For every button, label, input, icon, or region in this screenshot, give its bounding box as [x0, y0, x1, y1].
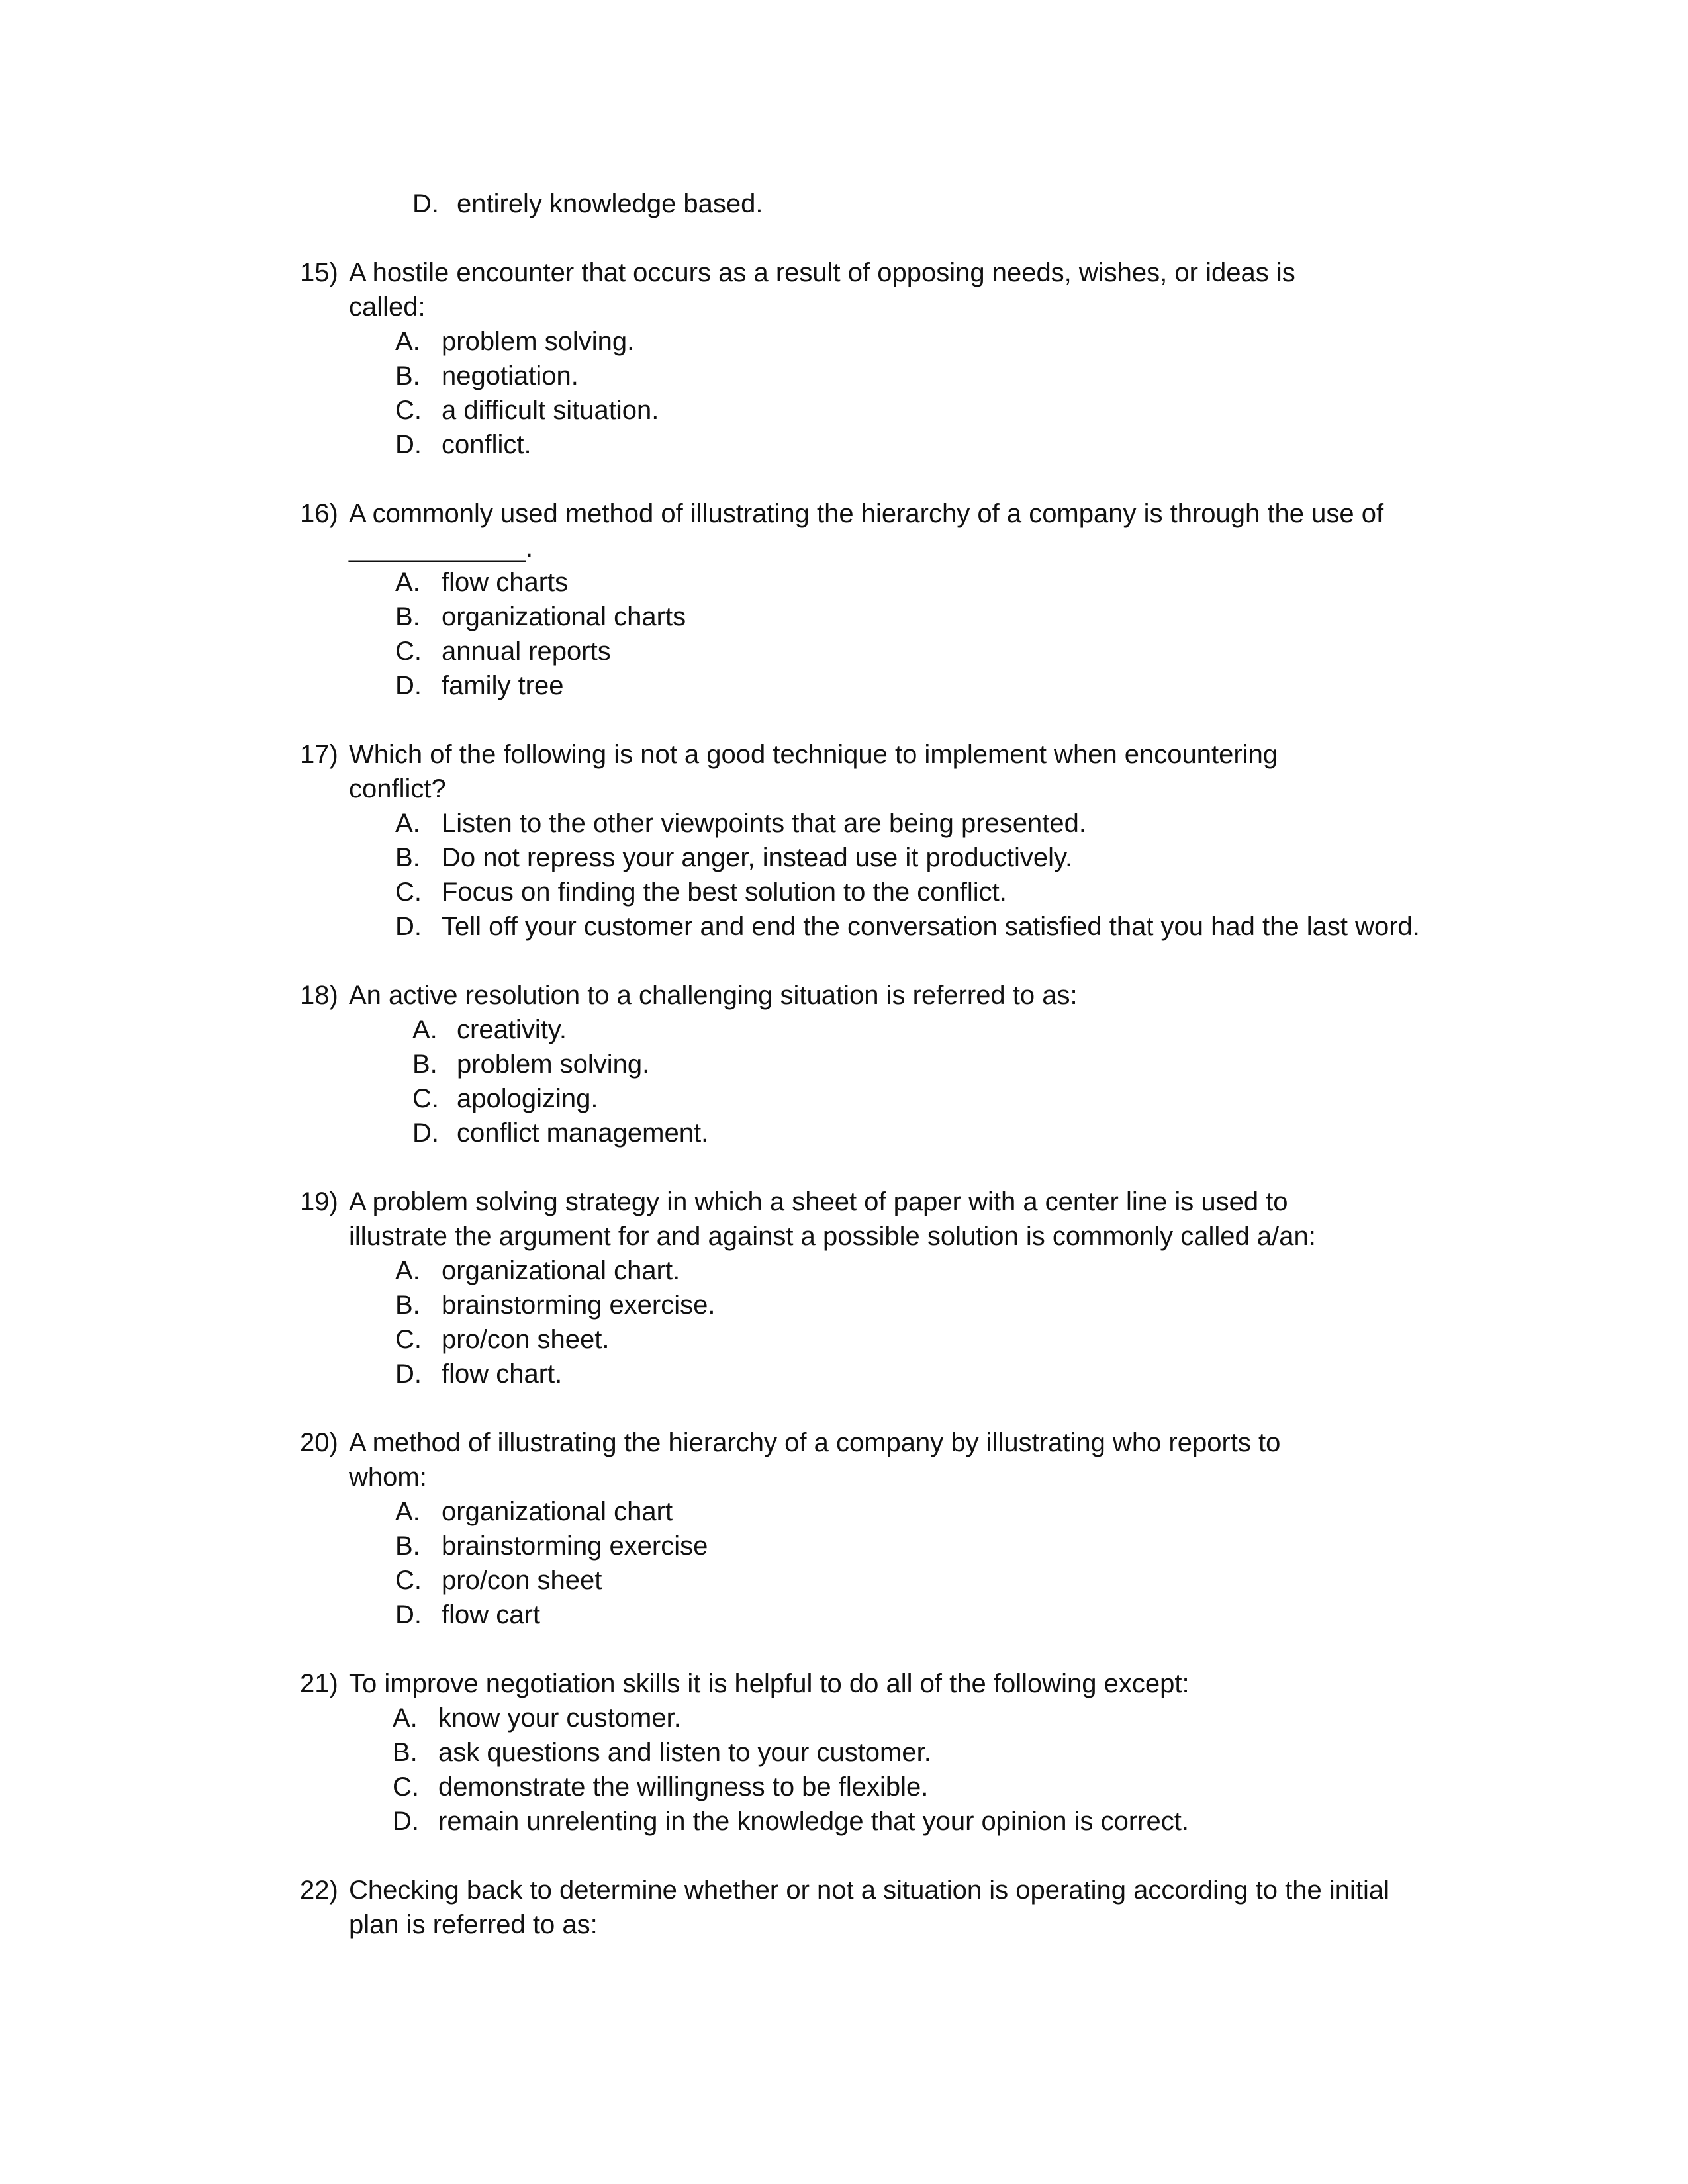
option-text: organizational charts — [442, 602, 686, 631]
option-letter: A. — [412, 1015, 438, 1044]
option-text: brainstorming exercise — [442, 1531, 708, 1561]
option-letter: D. — [395, 1600, 422, 1629]
option-letter: B. — [395, 1531, 420, 1561]
option-letter: B. — [395, 361, 420, 390]
option-letter: C. — [393, 1772, 419, 1801]
option-text: flow chart. — [442, 1359, 563, 1388]
option-letter: A. — [395, 1497, 420, 1526]
question-number: 16) — [300, 499, 338, 528]
option-text: problem solving. — [442, 327, 635, 356]
option-text: Tell off your customer and end the conversation satisfied that you had the last word. — [442, 912, 1420, 941]
option-letter: B. — [393, 1738, 418, 1767]
option-letter: D. — [395, 430, 422, 459]
option-text: brainstorming exercise. — [442, 1291, 716, 1320]
option-text: negotiation. — [442, 361, 579, 390]
question-text-line: A method of illustrating the hierarchy of a company by illustrating who reports to — [349, 1428, 1281, 1457]
question-text-line: A hostile encounter that occurs as a result of opposing needs, wishes, or ideas is — [349, 258, 1295, 287]
option-text: apologizing. — [457, 1084, 598, 1113]
question-text-line: called: — [349, 293, 426, 322]
question-number: 20) — [300, 1428, 338, 1457]
question-text-line: A commonly used method of illustrating the hierarchy of a company is through the use of — [349, 499, 1384, 528]
option-text: Do not repress your anger, instead use it productively. — [442, 843, 1073, 872]
option-letter: A. — [395, 568, 420, 597]
option-text: demonstrate the willingness to be flexible. — [438, 1772, 929, 1801]
option-letter: A. — [393, 1704, 418, 1733]
option-letter: C. — [395, 637, 422, 666]
option-letter: D. — [395, 1359, 422, 1388]
question-text-line: conflict? — [349, 774, 446, 803]
option-letter: B. — [395, 843, 420, 872]
question-number: 18) — [300, 981, 338, 1010]
question-number: 21) — [300, 1669, 338, 1698]
option-letter: B. — [412, 1050, 438, 1079]
option-text: know your customer. — [438, 1704, 681, 1733]
option-text: pro/con sheet — [442, 1566, 602, 1595]
option-text: annual reports — [442, 637, 611, 666]
option-text: Focus on finding the best solution to the conflict. — [442, 878, 1007, 907]
option-text: remain unrelenting in the knowledge that your opinion is correct. — [438, 1807, 1189, 1836]
option-text: entirely knowledge based. — [457, 189, 763, 218]
option-letter: C. — [412, 1084, 439, 1113]
option-text: flow cart — [442, 1600, 540, 1629]
option-letter: B. — [395, 602, 420, 631]
question-text-line: Checking back to determine whether or not a situation is operating according to the initial — [349, 1876, 1390, 1905]
question-number: 19) — [300, 1187, 338, 1216]
option-letter: A. — [395, 1256, 420, 1285]
option-letter: B. — [395, 1291, 420, 1320]
question-text-line: plan is referred to as: — [349, 1910, 598, 1939]
option-letter: C. — [395, 1566, 422, 1595]
option-text: organizational chart — [442, 1497, 673, 1526]
option-text: conflict. — [442, 430, 532, 459]
option-text: flow charts — [442, 568, 569, 597]
option-text: family tree — [442, 671, 564, 700]
question-text-line: A problem solving strategy in which a sheet of paper with a center line is used to — [349, 1187, 1288, 1216]
question-number: 22) — [300, 1876, 338, 1905]
question-text-line: whom: — [349, 1463, 427, 1492]
option-letter: A. — [395, 809, 420, 838]
option-letter: D. — [412, 189, 439, 218]
option-letter: A. — [395, 327, 420, 356]
question-text-line: Which of the following is not a good technique to implement when encountering — [349, 740, 1278, 769]
option-letter: C. — [395, 878, 422, 907]
option-letter: D. — [395, 912, 422, 941]
option-text: conflict management. — [457, 1118, 709, 1148]
option-text: a difficult situation. — [442, 396, 659, 425]
question-text-line: ____________. — [349, 533, 534, 563]
option-letter: D. — [412, 1118, 439, 1148]
option-text: creativity. — [457, 1015, 567, 1044]
option-letter: C. — [395, 396, 422, 425]
question-text-line: To improve negotiation skills it is helpful to do all of the following except: — [349, 1669, 1190, 1698]
question-number: 17) — [300, 740, 338, 769]
option-text: organizational chart. — [442, 1256, 680, 1285]
option-letter: D. — [393, 1807, 419, 1836]
question-text-line: An active resolution to a challenging situation is referred to as: — [349, 981, 1078, 1010]
question-text-line: illustrate the argument for and against a possible solution is commonly called a/an: — [349, 1222, 1316, 1251]
option-text: Listen to the other viewpoints that are being presented. — [442, 809, 1086, 838]
option-letter: C. — [395, 1325, 422, 1354]
option-text: ask questions and listen to your customer. — [438, 1738, 931, 1767]
option-letter: D. — [395, 671, 422, 700]
option-text: pro/con sheet. — [442, 1325, 610, 1354]
option-text: problem solving. — [457, 1050, 650, 1079]
question-number: 15) — [300, 258, 338, 287]
